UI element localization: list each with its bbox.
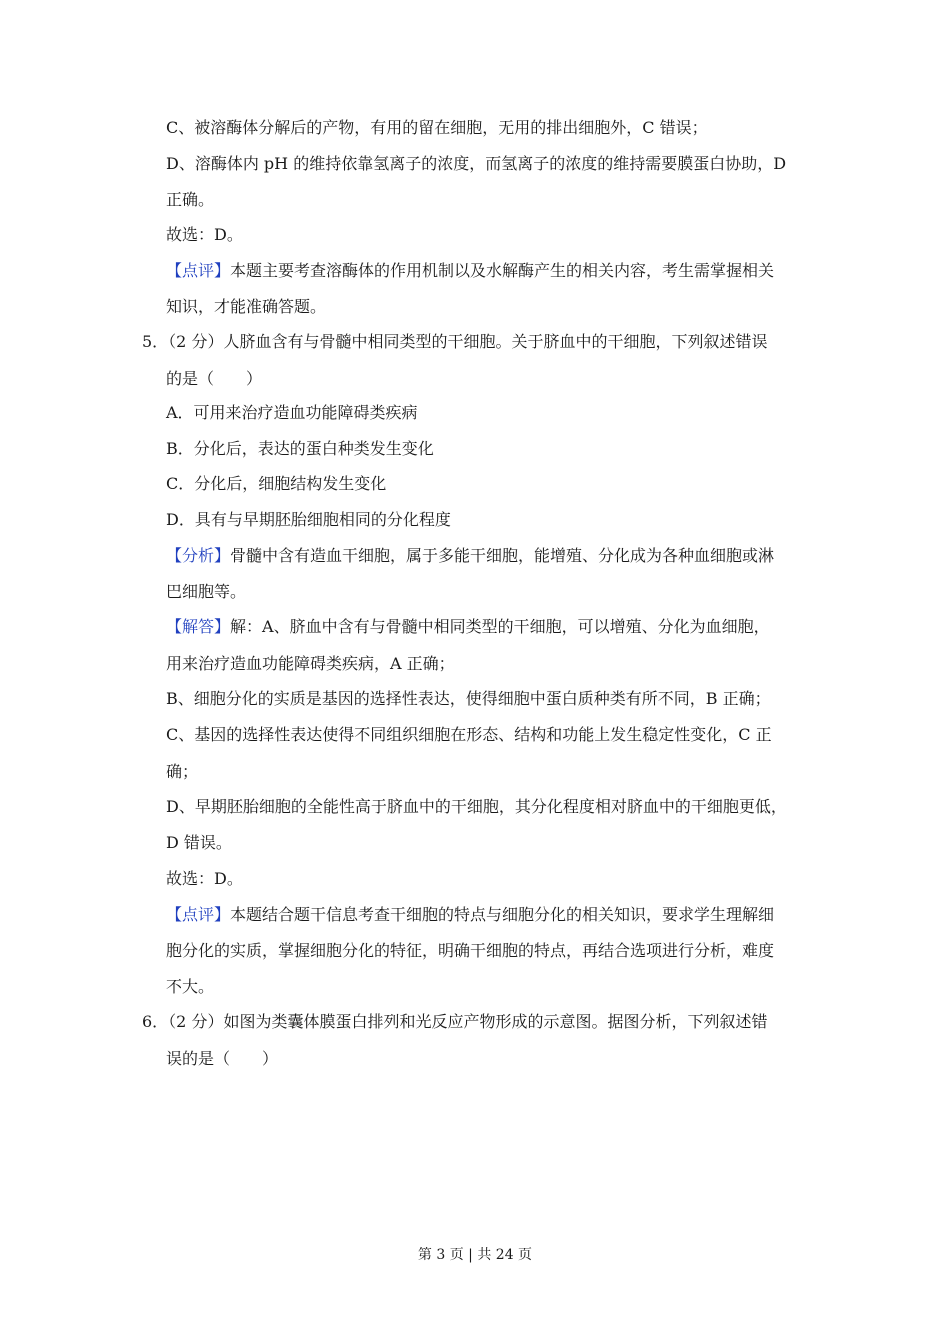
question-6-stem-continued: 误的是（ ） [166,1049,279,1068]
solution-tag: 【解答】 [166,617,231,636]
page-footer: 第 3 页 | 共 24 页 [417,1247,533,1263]
solution-line-c-continued: 确； [166,762,199,781]
question-5-option-d: D．具有与早期胚胎细胞相同的分化程度 [166,510,451,529]
question-5-option-c: C．分化后，细胞结构发生变化 [166,474,387,493]
answer-choice-line-2: 故选：D。 [166,869,243,888]
text-line-d-option: D、溶酶体内 pH 的维持依靠氢离子的浓度，而氢离子的浓度的维持需要膜蛋白协助，D [166,154,787,173]
question-5-stem-continued: 的是（ ） [166,369,263,388]
solution-line-b: B、细胞分化的实质是基因的选择性表达，使得细胞中蛋白质种类有所不同，B 正确； [166,689,771,708]
review-line-2: 【点评】本题结合题干信息考查干细胞的特点与细胞分化的相关知识，要求学生理解细 [166,905,775,924]
solution-line-c: C、基因的选择性表达使得不同组织细胞在形态、结构和功能上发生稳定性变化，C 正 [166,725,772,744]
analysis-tag: 【分析】 [166,546,231,565]
review-line-continued: 知识，才能准确答题。 [166,297,327,316]
analysis-line: 【分析】骨髓中含有造血干细胞，属于多能干细胞，能增殖、分化成为各种血细胞或淋 [166,546,775,565]
solution-line-a: 用来治疗造血功能障碍类疾病，A 正确； [166,654,455,673]
question-6-stem: 6．（2 分）如图为类囊体膜蛋白排列和光反应产物形成的示意图。据图分析，下列叙述错 [142,1012,768,1031]
answer-choice-line: 故选：D。 [166,225,243,244]
review-line-2-end: 不大。 [166,977,215,996]
review-tag-2: 【点评】 [166,905,231,924]
question-5-stem: 5．（2 分）人脐血含有与骨髓中相同类型的干细胞。关于脐血中的干细胞，下列叙述错误 [142,332,768,351]
review-line: 【点评】本题主要考查溶酶体的作用机制以及水解酶产生的相关内容，考生需掌握相关 [166,261,775,280]
solution-line-d-continued: D 错误。 [166,833,232,852]
question-5-option-a: A．可用来治疗造血功能障碍类疾病 [166,403,418,422]
review-line-2-continued: 胞分化的实质，掌握细胞分化的特征，明确干细胞的特点，再结合选项进行分析，难度 [166,941,775,960]
question-5-option-b: B．分化后，表达的蛋白种类发生变化 [166,439,434,458]
review-tag: 【点评】 [166,261,231,280]
text-line-d-continued: 正确。 [166,190,215,209]
solution-line-d: D、早期胚胎细胞的全能性高于脐血中的干细胞，其分化程度相对脐血中的干细胞更低， [166,797,787,816]
analysis-line-continued: 巴细胞等。 [166,582,247,601]
text-line-c-option: C、被溶酶体分解后的产物，有用的留在细胞，无用的排出细胞外，C 错误； [166,118,708,137]
solution-line: 【解答】解：A、脐血中含有与骨髓中相同类型的干细胞，可以增殖、分化为血细胞， [166,617,770,636]
